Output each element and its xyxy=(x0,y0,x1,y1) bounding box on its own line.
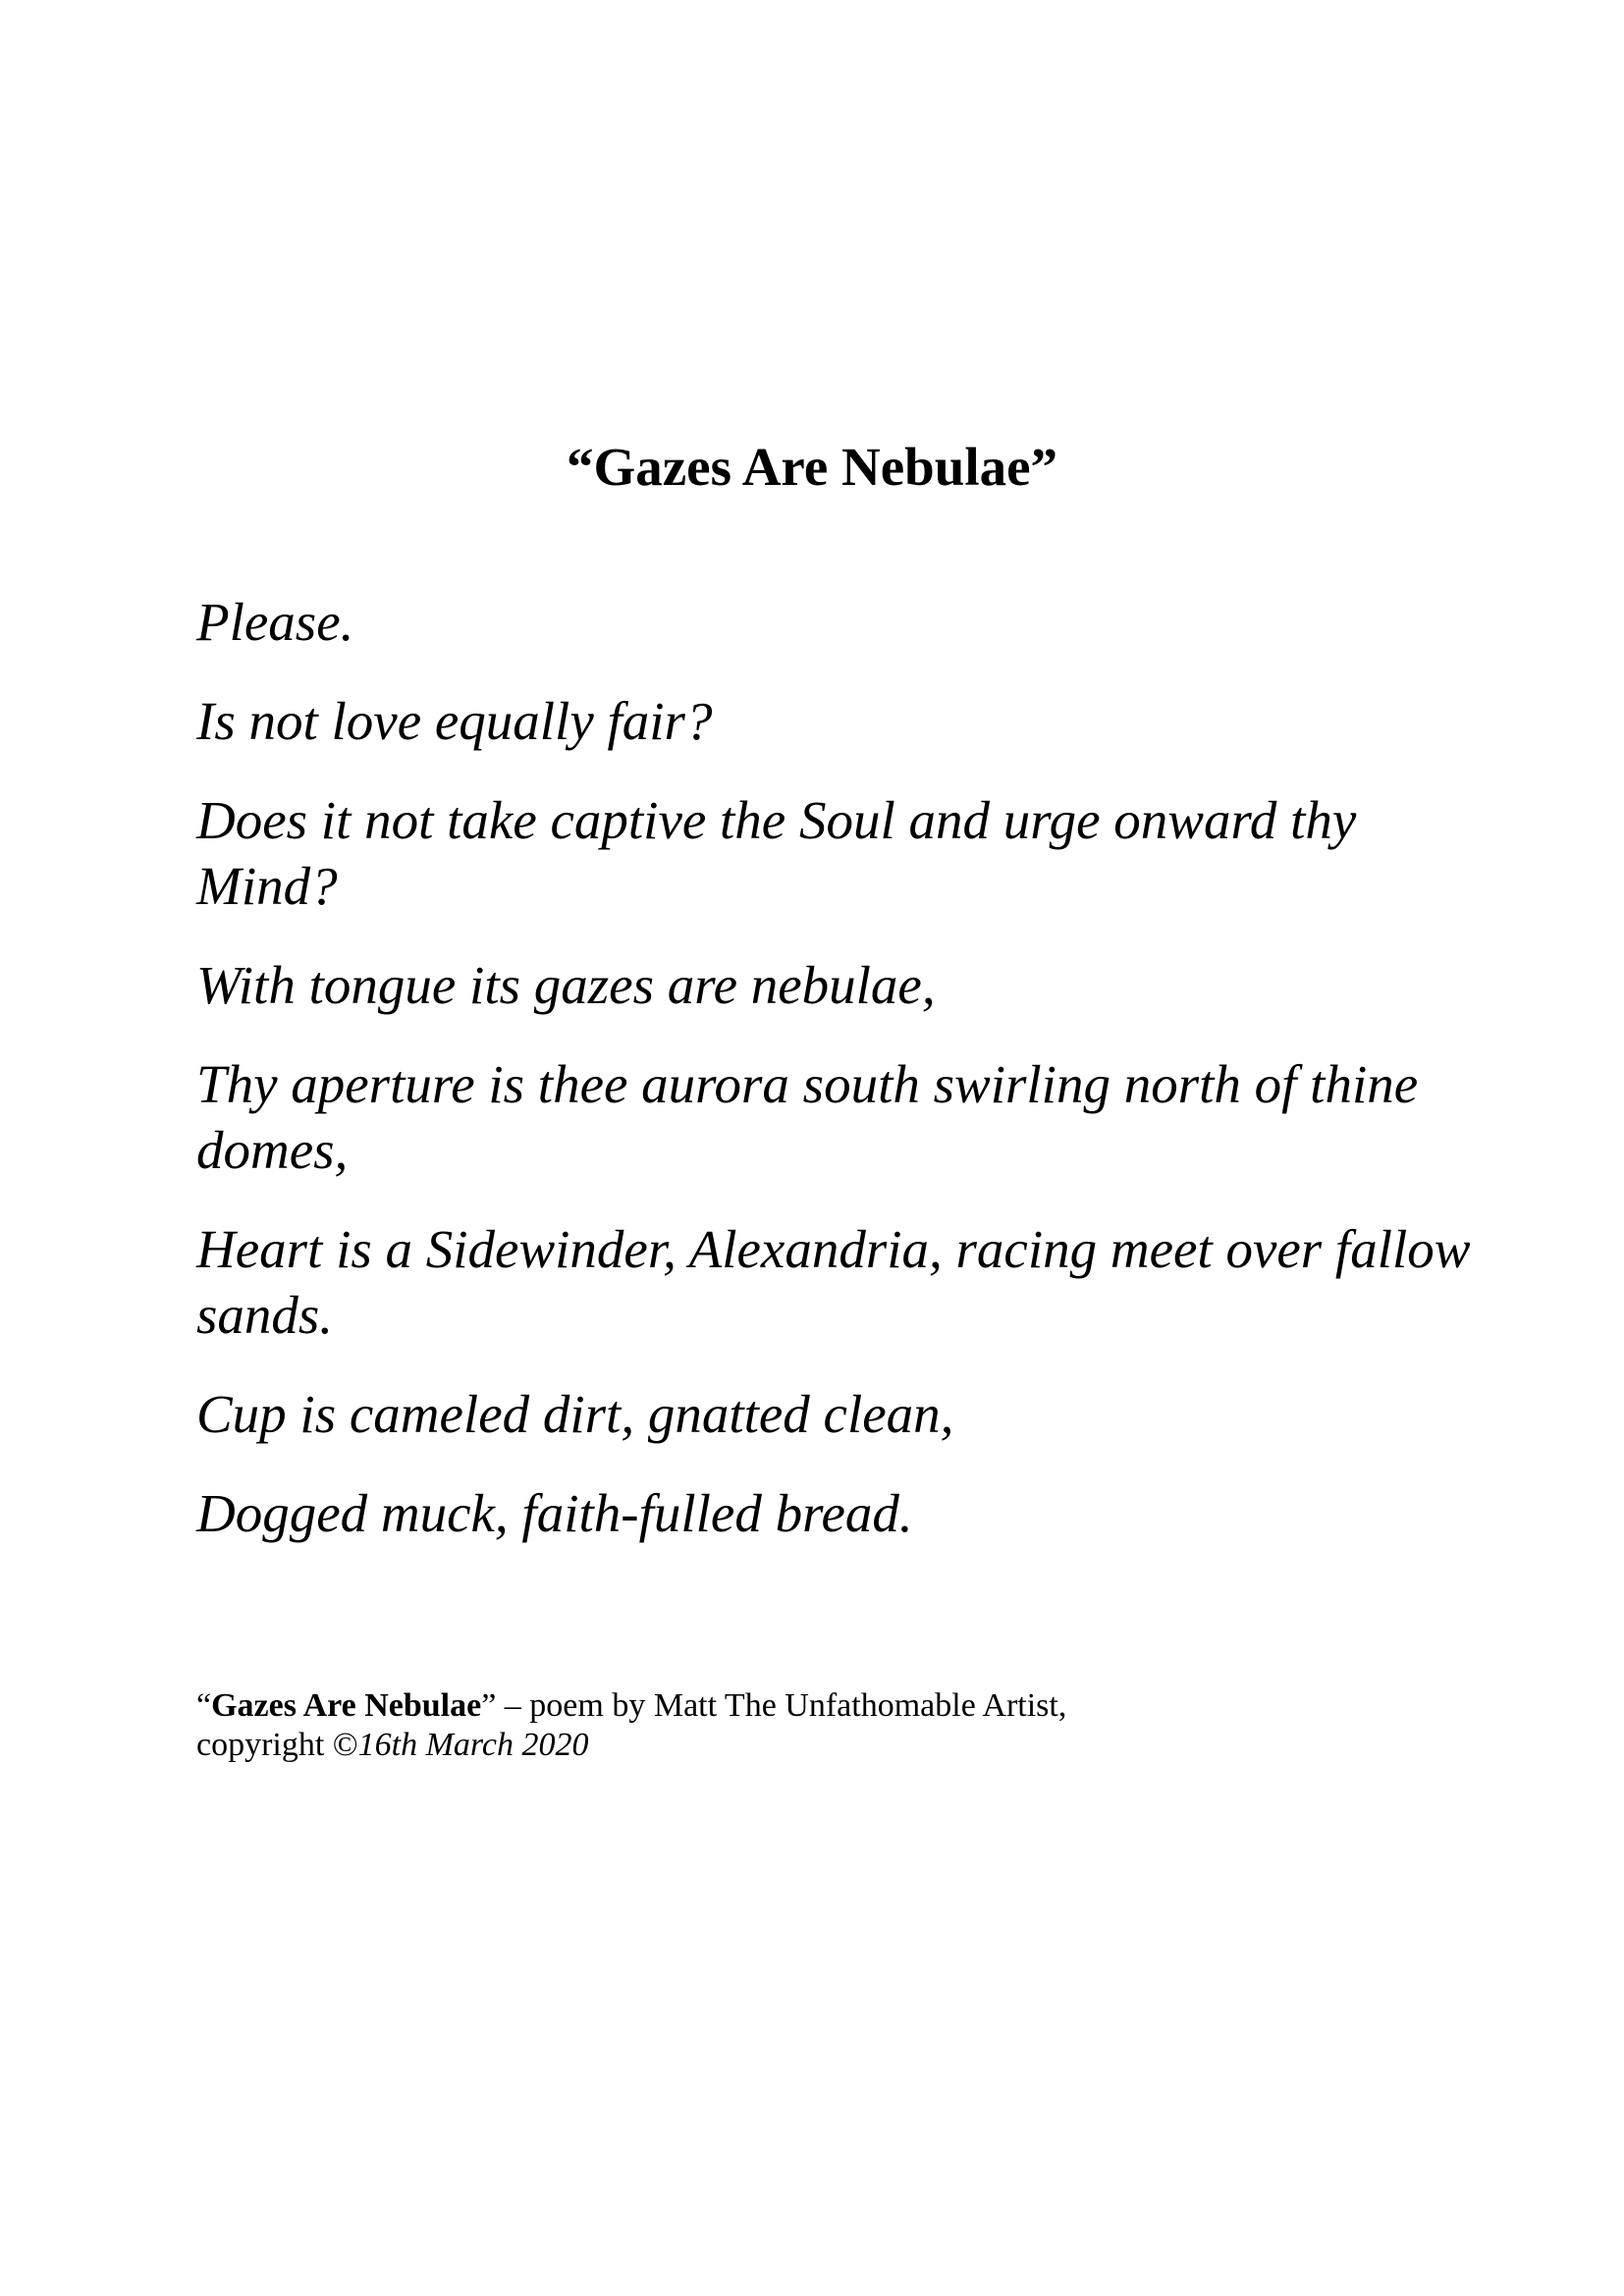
poem-line: Dogged muck, faith-fulled bread. xyxy=(196,1483,913,1543)
poem-body xyxy=(196,589,1473,1579)
credit-title: Gazes Are Nebulae xyxy=(211,1687,482,1724)
poem-line: Cup is cameled dirt, gnatted clean, xyxy=(196,1384,954,1444)
poem-line: Heart is a Sidewinder, Alexandria, racing meet over fallow sands. xyxy=(196,1219,1471,1345)
credit-open-quote: “ xyxy=(196,1687,212,1724)
credit-copyright: copyright © xyxy=(196,1727,358,1763)
poem-line: With tongue its gazes are nebulae, xyxy=(196,955,936,1015)
credit-date: 16th March 2020 xyxy=(357,1727,589,1763)
poem-line: Does it not take captive the Soul and urge onward thy Mind? xyxy=(196,790,1357,916)
poem-credit xyxy=(196,1686,1473,1765)
poem-line: Please. xyxy=(196,592,354,652)
credit-byline: ” – poem by Matt The Unfathomable Artist, xyxy=(481,1687,1067,1724)
poem-line: Thy aperture is thee aurora south swirling north of thine domes, xyxy=(196,1054,1419,1180)
poem-line: Is not love equally fair? xyxy=(196,691,713,751)
poem-title: “Gazes Are Nebulae” xyxy=(566,437,1058,497)
